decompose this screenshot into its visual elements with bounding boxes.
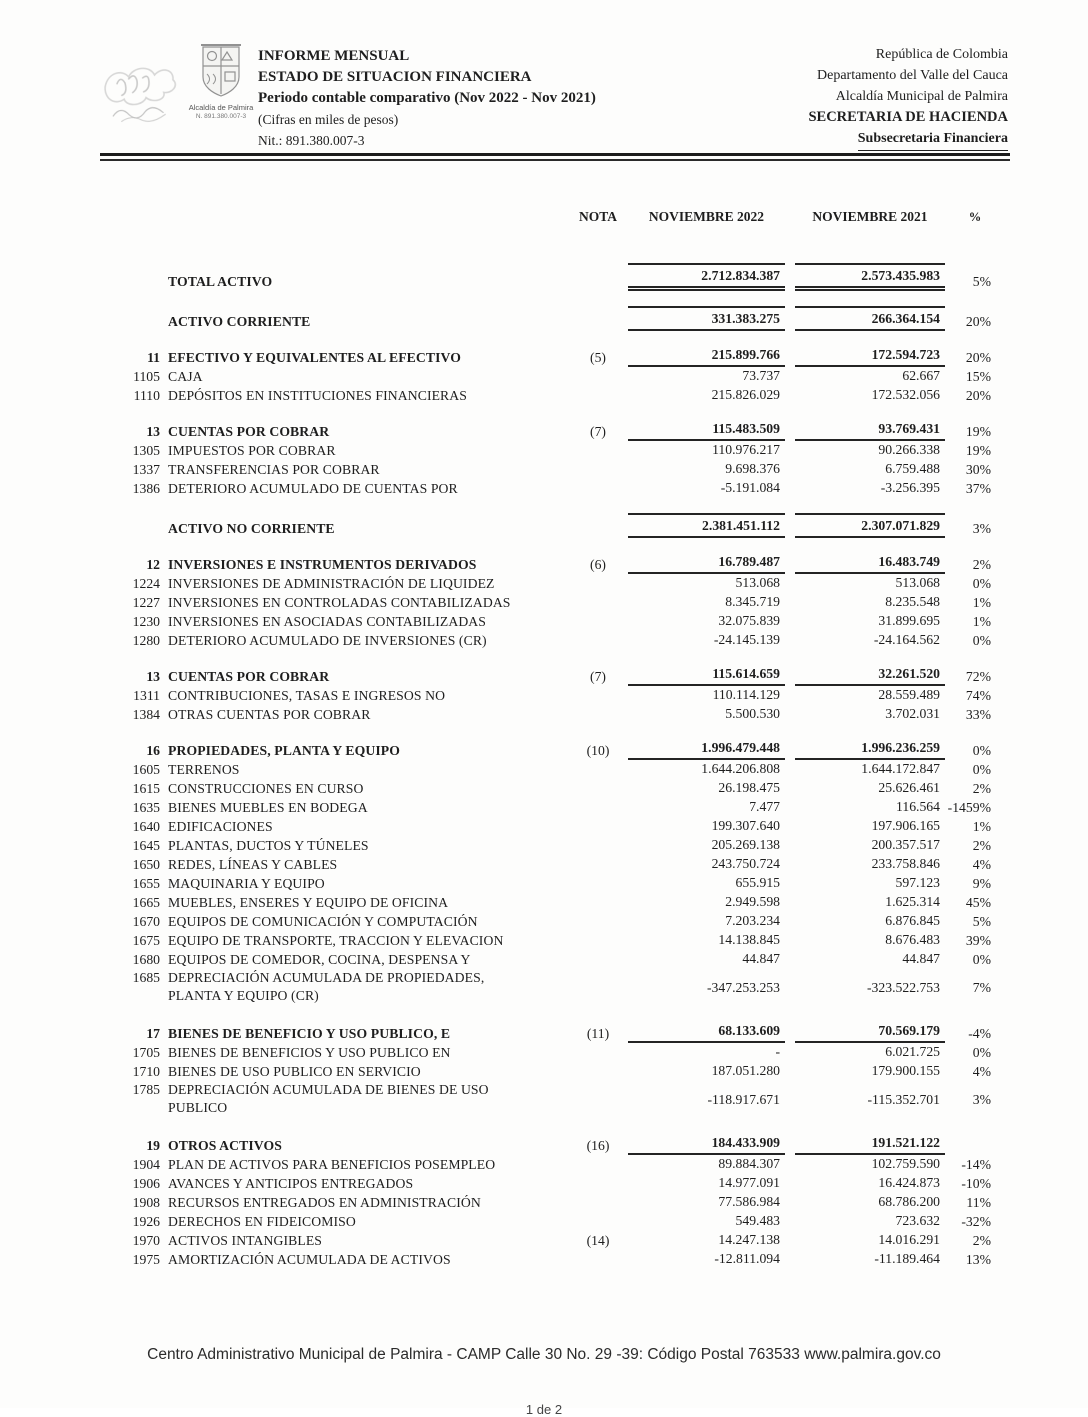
account-code: 1280 — [132, 633, 160, 648]
account-label: ACTIVO CORRIENTE — [168, 314, 311, 329]
seal-caption-nit: N. 891.380.007-3 — [195, 113, 247, 120]
table-header-row — [100, 209, 1088, 225]
value-nov-2021: 16.483.749 — [795, 553, 945, 574]
pct-change: -10% — [961, 1176, 991, 1191]
value-nov-2022: -5.191.084 — [720, 480, 780, 495]
value-nov-2022: -24.145.139 — [713, 632, 780, 647]
pct-change: 2% — [972, 1233, 991, 1248]
value-nov-2022: 16.789.487 — [628, 553, 785, 574]
account-code: 1665 — [132, 895, 160, 910]
pct-change: -14% — [961, 1157, 991, 1172]
pct-change: 5% — [972, 274, 991, 289]
value-nov-2021: 597.123 — [895, 875, 940, 890]
account-label: MUEBLES, ENSERES Y EQUIPO DE OFICINA — [168, 895, 449, 910]
account-label: DERECHOS EN FIDEICOMISO — [168, 1214, 356, 1229]
account-code: 11 — [147, 350, 160, 365]
account-label: EFECTIVO Y EQUIVALENTES AL EFECTIVO — [168, 350, 461, 365]
account-label: DEPRECIACIÓN ACUMULADA DE BIENES DE USO PUBLICO — [168, 1081, 568, 1117]
row-spacer — [100, 331, 1088, 346]
table-row — [100, 798, 1088, 817]
pct-change: 0% — [972, 633, 991, 648]
pct-change: 0% — [972, 743, 991, 758]
account-code: 13 — [146, 424, 160, 439]
nota-ref: (11) — [586, 1026, 610, 1041]
value-nov-2021: 25.626.461 — [878, 780, 940, 795]
financial-statement-table — [0, 209, 1088, 1269]
report-header — [0, 0, 1088, 151]
pct-change: 2% — [972, 557, 991, 572]
pct-change: 1% — [972, 595, 991, 610]
account-code: 1675 — [132, 933, 160, 948]
account-label: CAJA — [168, 369, 203, 384]
table-row — [100, 1081, 1088, 1119]
value-nov-2021: -323.522.753 — [867, 979, 940, 995]
account-label: PROPIEDADES, PLANTA Y EQUIPO — [168, 743, 400, 758]
value-nov-2022: 7.203.234 — [725, 913, 780, 928]
table-row — [100, 705, 1088, 724]
account-label: DEPRECIACIÓN ACUMULADA DE PROPIEDADES, PLANTA Y EQUIPO (CR) — [168, 969, 568, 1005]
account-label: PLANTAS, DUCTOS Y TÚNELES — [168, 838, 369, 853]
pct-change: 19% — [965, 443, 991, 458]
value-nov-2021: 1.996.236.259 — [795, 739, 945, 760]
pct-change: 3% — [972, 521, 991, 536]
seal-caption: Alcaldía de Palmira — [188, 103, 254, 112]
report-period: Periodo contable comparativo (Nov 2022 - Nov 2021) — [258, 90, 596, 106]
column-header-nota: NOTA — [578, 209, 617, 224]
nota-ref: (6) — [590, 557, 606, 572]
row-spacer — [100, 405, 1088, 420]
value-nov-2021: 172.532.056 — [871, 387, 940, 402]
table-row — [100, 855, 1088, 874]
table-row — [100, 760, 1088, 779]
pct-change: 20% — [965, 314, 991, 329]
value-nov-2022: 184.433.909 — [628, 1134, 785, 1155]
pct-change: 37% — [965, 481, 991, 496]
value-nov-2021: -115.352.701 — [867, 1091, 940, 1107]
account-code: 1110 — [133, 388, 160, 403]
pct-change: 20% — [965, 388, 991, 403]
page-footer — [0, 1346, 1088, 1417]
account-code: 1710 — [132, 1064, 160, 1079]
account-label: ACTIVO NO CORRIENTE — [168, 521, 335, 536]
value-nov-2022: 1.644.206.808 — [701, 761, 780, 776]
account-label: EQUIPO DE TRANSPORTE, TRACCION Y ELEVACION — [168, 933, 504, 948]
value-nov-2021: 31.899.695 — [878, 613, 940, 628]
pct-change: 2% — [972, 838, 991, 853]
entity-department: Departamento del Valle del Cauca — [817, 68, 1008, 83]
table-row — [100, 817, 1088, 836]
pct-change: 0% — [972, 762, 991, 777]
value-nov-2021: 233.758.846 — [871, 856, 940, 871]
value-nov-2022: 115.483.509 — [628, 420, 785, 441]
account-code: 1906 — [132, 1176, 160, 1191]
value-nov-2021: 6.876.845 — [885, 913, 940, 928]
account-label: TERRENOS — [168, 762, 240, 777]
value-nov-2022: 2.381.451.112 — [628, 513, 785, 538]
value-nov-2021: 8.676.483 — [885, 932, 940, 947]
pct-change: 15% — [965, 369, 991, 384]
table-row — [100, 460, 1088, 479]
value-nov-2021: 6.759.488 — [885, 461, 940, 476]
table-row — [100, 1193, 1088, 1212]
value-nov-2021: -11.189.464 — [874, 1251, 940, 1266]
table-row — [100, 441, 1088, 460]
report-nit: Nit.: 891.380.007-3 — [258, 133, 365, 148]
pct-change: 0% — [972, 1045, 991, 1060]
page-number: 1 de 2 — [525, 1402, 563, 1417]
value-nov-2021: 191.521.122 — [795, 1134, 945, 1155]
entity-subsecretary: Subsecretaria Financiera — [858, 128, 1008, 151]
row-spacer — [100, 291, 1088, 306]
value-nov-2022: 205.269.138 — [711, 837, 780, 852]
account-code: 19 — [146, 1138, 160, 1153]
account-code: 1605 — [132, 762, 160, 777]
pct-change: 20% — [965, 350, 991, 365]
table-row — [100, 1212, 1088, 1231]
entity-country: República de Colombia — [875, 47, 1008, 62]
account-label: DEPÓSITOS EN INSTITUCIONES FINANCIERAS — [168, 388, 467, 403]
value-nov-2022: 187.051.280 — [711, 1063, 780, 1078]
table-row — [100, 1134, 1088, 1155]
table-row — [100, 513, 1088, 538]
table-row — [100, 1250, 1088, 1269]
value-nov-2022: 14.138.845 — [718, 932, 780, 947]
account-label: EQUIPOS DE COMUNICACIÓN Y COMPUTACIÓN — [168, 914, 478, 929]
value-nov-2021: 44.847 — [902, 951, 940, 966]
value-nov-2022: 9.698.376 — [725, 461, 780, 476]
account-code: 1670 — [132, 914, 160, 929]
value-nov-2022: 73.737 — [742, 368, 780, 383]
pct-change: 4% — [972, 857, 991, 872]
account-label: BIENES DE BENEFICIO Y USO PUBLICO, E — [168, 1026, 451, 1041]
pct-change: 74% — [965, 688, 991, 703]
pct-change: 30% — [965, 462, 991, 477]
account-label: INVERSIONES E INSTRUMENTOS DERIVADOS — [168, 557, 477, 572]
table-row — [100, 1174, 1088, 1193]
account-label: INVERSIONES EN ASOCIADAS CONTABILIZADAS — [168, 614, 487, 629]
pct-change: 33% — [965, 707, 991, 722]
value-nov-2022: 215.899.766 — [628, 346, 785, 367]
value-nov-2022: 655.915 — [735, 875, 780, 890]
account-label: OTROS ACTIVOS — [168, 1138, 282, 1153]
account-label: TRANSFERENCIAS POR COBRAR — [168, 462, 380, 477]
value-nov-2021: 172.594.723 — [795, 346, 945, 367]
value-nov-2022: 89.884.307 — [718, 1156, 780, 1171]
table-row — [100, 386, 1088, 405]
value-nov-2022: 110.976.217 — [712, 442, 780, 457]
table-row — [100, 1062, 1088, 1081]
account-code: 16 — [146, 743, 160, 758]
pct-change: 45% — [965, 895, 991, 910]
pct-change: 9% — [972, 876, 991, 891]
table-row — [100, 574, 1088, 593]
header-divider — [100, 153, 1010, 161]
account-code: 1230 — [132, 614, 160, 629]
nota-ref: (10) — [586, 743, 610, 758]
value-nov-2022: 331.383.275 — [628, 306, 785, 331]
report-title-line1: INFORME MENSUAL — [258, 48, 410, 64]
table-row — [100, 739, 1088, 760]
table-row — [100, 420, 1088, 441]
pct-change: 0% — [972, 952, 991, 967]
table-row — [100, 479, 1088, 498]
account-code: 1680 — [132, 952, 160, 967]
municipal-seal — [188, 44, 254, 121]
account-label: INVERSIONES EN CONTROLADAS CONTABILIZADAS — [168, 595, 511, 610]
coat-of-arms-icon — [199, 44, 243, 98]
account-label: CUENTAS POR COBRAR — [168, 669, 330, 684]
value-nov-2021: 723.632 — [895, 1213, 940, 1228]
value-nov-2021: -3.256.395 — [880, 480, 940, 495]
account-code: 1645 — [132, 838, 160, 853]
value-nov-2022: 549.483 — [735, 1213, 780, 1228]
nota-ref: (5) — [590, 350, 606, 365]
pct-change: 1% — [972, 614, 991, 629]
pct-change: 19% — [965, 424, 991, 439]
pct-change: -1459% — [947, 800, 991, 815]
column-header-pct: % — [968, 210, 982, 224]
value-nov-2022: 1.996.479.448 — [628, 739, 785, 760]
account-code: 1615 — [132, 781, 160, 796]
account-label-line2: PUBLICO — [168, 1100, 228, 1115]
value-nov-2022: 2.712.834.387 — [628, 263, 785, 291]
value-nov-2022: 110.114.129 — [712, 687, 780, 702]
account-code: 1650 — [132, 857, 160, 872]
value-nov-2021: 200.357.517 — [871, 837, 940, 852]
value-nov-2021: 32.261.520 — [795, 665, 945, 686]
account-label: PLAN DE ACTIVOS PARA BENEFICIOS POSEMPLEO — [168, 1157, 496, 1172]
table-row — [100, 346, 1088, 367]
value-nov-2022: -12.811.094 — [714, 1251, 780, 1266]
value-nov-2021: 102.759.590 — [871, 1156, 940, 1171]
value-nov-2021: 1.625.314 — [885, 894, 940, 909]
value-nov-2021: 93.769.431 — [795, 420, 945, 441]
value-nov-2021: 70.569.179 — [795, 1022, 945, 1043]
account-label: BIENES MUEBLES EN BODEGA — [168, 800, 368, 815]
account-code: 1635 — [132, 800, 160, 815]
value-nov-2022: 68.133.609 — [628, 1022, 785, 1043]
value-nov-2022: 77.586.984 — [718, 1194, 780, 1209]
account-label: CONSTRUCCIONES EN CURSO — [168, 781, 364, 796]
logo-block — [100, 44, 258, 149]
pct-change: 4% — [972, 1064, 991, 1079]
table-row — [100, 950, 1088, 969]
value-nov-2022: 26.198.475 — [718, 780, 780, 795]
account-code: 1227 — [132, 595, 160, 610]
value-nov-2022: 215.826.029 — [711, 387, 780, 402]
table-row — [100, 1155, 1088, 1174]
pct-change: 3% — [972, 1092, 991, 1107]
account-label: AVANCES Y ANTICIPOS ENTREGADOS — [168, 1176, 414, 1191]
value-nov-2021: 90.266.338 — [878, 442, 940, 457]
account-label: EQUIPOS DE COMEDOR, COCINA, DESPENSA Y — [168, 952, 471, 967]
table-row — [100, 779, 1088, 798]
account-code: 1305 — [132, 443, 160, 458]
account-code: 13 — [146, 669, 160, 684]
entity-secretary: SECRETARIA DE HACIENDA — [808, 109, 1008, 125]
value-nov-2021: 28.559.489 — [878, 687, 940, 702]
account-label: BIENES DE USO PUBLICO EN SERVICIO — [168, 1064, 421, 1079]
value-nov-2022: 32.075.839 — [718, 613, 780, 628]
table-row — [100, 969, 1088, 1007]
table-row — [100, 912, 1088, 931]
pct-change: 11% — [966, 1195, 991, 1210]
table-row — [100, 665, 1088, 686]
account-code: 1337 — [132, 462, 160, 477]
account-label: DETERIORO ACUMULADO DE INVERSIONES (CR) — [168, 633, 487, 648]
pct-change: -32% — [961, 1214, 991, 1229]
entity-municipality: Alcaldía Municipal de Palmira — [835, 89, 1008, 104]
row-spacer — [100, 724, 1088, 739]
table-row — [100, 593, 1088, 612]
account-label: CUENTAS POR COBRAR — [168, 424, 330, 439]
account-label: DETERIORO ACUMULADO DE CUENTAS POR — [168, 481, 458, 496]
table-row — [100, 686, 1088, 705]
table-row — [100, 553, 1088, 574]
value-nov-2021: -24.164.562 — [873, 632, 940, 647]
nota-ref: (14) — [586, 1233, 610, 1248]
value-nov-2021: 68.786.200 — [878, 1194, 940, 1209]
value-nov-2021: 62.667 — [902, 368, 940, 383]
pct-change: 7% — [972, 980, 991, 995]
nota-ref: (7) — [590, 669, 606, 684]
nota-ref: (16) — [586, 1138, 610, 1153]
footer-address: Centro Administrativo Municipal de Palmira - CAMP Calle 30 No. 29 -39: Código Postal 763533 www.palmira.gov.co — [147, 1346, 941, 1363]
value-nov-2021: 197.906.165 — [871, 818, 940, 833]
report-units-note: (Cifras en miles de pesos) — [258, 112, 399, 127]
account-label: MAQUINARIA Y EQUIPO — [168, 876, 325, 891]
value-nov-2022: 14.977.091 — [718, 1175, 780, 1190]
value-nov-2021: 14.016.291 — [878, 1232, 940, 1247]
account-label: REDES, LÍNEAS Y CABLES — [168, 857, 338, 872]
table-row — [100, 836, 1088, 855]
account-code: 1908 — [132, 1195, 160, 1210]
report-title-block — [258, 44, 718, 151]
column-header-nov-2022: NOVIEMBRE 2022 — [648, 209, 765, 224]
table-row — [100, 306, 1088, 331]
account-code: 1970 — [132, 1233, 160, 1248]
nota-ref: (7) — [590, 424, 606, 439]
value-nov-2022: 199.307.640 — [711, 818, 780, 833]
value-nov-2022: 513.068 — [735, 575, 780, 590]
row-spacer — [100, 538, 1088, 553]
pct-change: 0% — [972, 576, 991, 591]
account-code: 1655 — [132, 876, 160, 891]
account-code: 1384 — [132, 707, 160, 722]
account-label: IMPUESTOS POR COBRAR — [168, 443, 336, 458]
row-spacer — [100, 1119, 1088, 1134]
pct-change: 13% — [965, 1252, 991, 1267]
account-code: 12 — [146, 557, 160, 572]
account-code: 17 — [146, 1026, 160, 1041]
value-nov-2022: -347.253.253 — [707, 979, 780, 995]
account-label: CONTRIBUCIONES, TASAS E INGRESOS NO — [168, 688, 446, 703]
value-nov-2022: 243.750.724 — [711, 856, 780, 871]
account-label: RECURSOS ENTREGADOS EN ADMINISTRACIÓN — [168, 1195, 481, 1210]
table-body — [100, 263, 1088, 1269]
value-nov-2021: 3.702.031 — [885, 706, 940, 721]
value-nov-2021: 16.424.873 — [878, 1175, 940, 1190]
palmira-script-logo-icon — [98, 59, 185, 134]
value-nov-2022: -118.917.671 — [707, 1091, 780, 1107]
table-row — [100, 893, 1088, 912]
account-code: 1386 — [132, 481, 160, 496]
value-nov-2021: 2.307.071.829 — [795, 513, 945, 538]
account-code: 1904 — [132, 1157, 160, 1172]
value-nov-2021: 1.644.172.847 — [861, 761, 940, 776]
value-nov-2021: 2.573.435.983 — [795, 263, 945, 291]
account-code: 1105 — [133, 369, 160, 384]
account-code: 1705 — [132, 1045, 160, 1060]
value-nov-2022: 14.247.138 — [718, 1232, 780, 1247]
value-nov-2021: 179.900.155 — [871, 1063, 940, 1078]
pct-change: 39% — [965, 933, 991, 948]
account-code: 1685 — [132, 970, 160, 985]
column-header-nov-2021: NOVIEMBRE 2021 — [812, 209, 928, 224]
pct-change: 72% — [965, 669, 991, 684]
table-row — [100, 931, 1088, 950]
account-label-line2: PLANTA Y EQUIPO (CR) — [168, 988, 319, 1003]
account-code: 1311 — [133, 688, 160, 703]
account-code: 1640 — [132, 819, 160, 834]
pct-change: -4% — [968, 1026, 991, 1041]
table-row — [100, 1043, 1088, 1062]
account-label: OTRAS CUENTAS POR COBRAR — [168, 707, 371, 722]
value-nov-2021: 6.021.725 — [885, 1044, 940, 1059]
row-spacer — [100, 1007, 1088, 1022]
account-code: 1975 — [132, 1252, 160, 1267]
account-label: BIENES DE BENEFICIOS Y USO PUBLICO EN — [168, 1045, 451, 1060]
value-nov-2021: 513.068 — [895, 575, 940, 590]
account-label: TOTAL ACTIVO — [168, 274, 273, 289]
row-spacer — [100, 650, 1088, 665]
table-row — [100, 874, 1088, 893]
account-code: 1785 — [132, 1082, 160, 1097]
value-nov-2021: 8.235.548 — [885, 594, 940, 609]
account-label: AMORTIZACIÓN ACUMULADA DE ACTIVOS — [168, 1252, 451, 1267]
value-nov-2022: - — [775, 1044, 780, 1059]
value-nov-2022: 44.847 — [742, 951, 780, 966]
value-nov-2022: 7.477 — [749, 799, 780, 814]
table-row — [100, 612, 1088, 631]
table-row — [100, 1022, 1088, 1043]
account-label: ACTIVOS INTANGIBLES — [168, 1233, 323, 1248]
value-nov-2022: 8.345.719 — [725, 594, 780, 609]
entity-block — [718, 44, 1008, 151]
value-nov-2022: 115.614.659 — [628, 665, 785, 686]
report-title-line2: ESTADO DE SITUACION FINANCIERA — [258, 69, 532, 85]
value-nov-2021: 266.364.154 — [795, 306, 945, 331]
account-label: INVERSIONES DE ADMINISTRACIÓN DE LIQUIDEZ — [168, 576, 495, 591]
value-nov-2021: 116.564 — [896, 799, 940, 814]
account-code: 1224 — [132, 576, 160, 591]
account-code: 1926 — [132, 1214, 160, 1229]
table-row — [100, 631, 1088, 650]
row-spacer — [100, 498, 1088, 513]
pct-change: 2% — [972, 781, 991, 796]
value-nov-2022: 5.500.530 — [725, 706, 780, 721]
table-row — [100, 367, 1088, 386]
pct-change: 1% — [972, 819, 991, 834]
account-label: EDIFICACIONES — [168, 819, 273, 834]
pct-change: 5% — [972, 914, 991, 929]
value-nov-2022: 2.949.598 — [725, 894, 780, 909]
table-row — [100, 1231, 1088, 1250]
table-row — [100, 263, 1088, 291]
